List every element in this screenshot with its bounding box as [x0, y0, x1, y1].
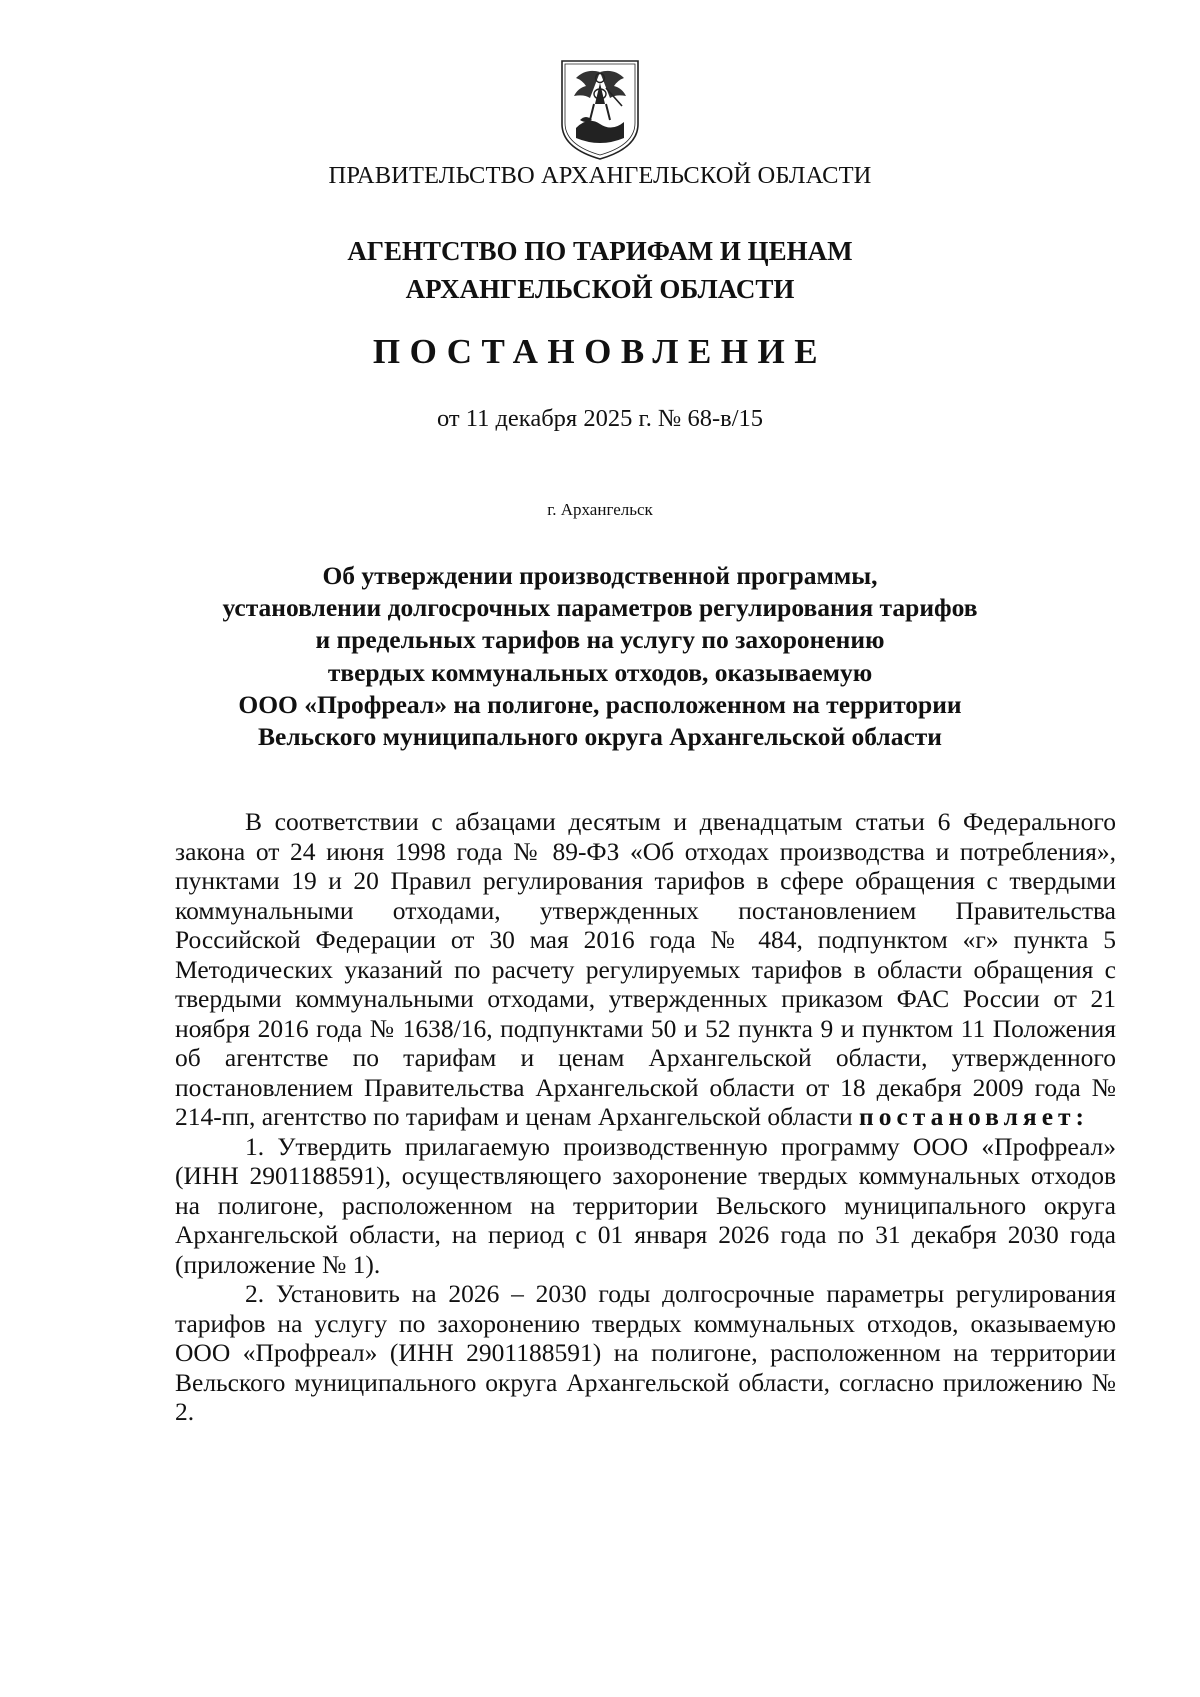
- title-line: твердых коммунальных отходов, оказываемую: [327, 657, 873, 687]
- document-date-number: от 11 декабря 2025 г. № 68-в/15: [436, 405, 764, 432]
- arkhangelsk-coat-of-arms-icon: [556, 58, 644, 162]
- agency-heading: [0, 232, 1200, 308]
- title-line: ООО «Профреал» на полигоне, расположенном на территории: [238, 689, 962, 719]
- preamble-paragraph: [175, 807, 1116, 1132]
- agency-line-2: АРХАНГЕЛЬСКОЙ ОБЛАСТИ: [405, 274, 795, 304]
- title-line: Вельского муниципального округа Архангельской области: [258, 722, 942, 752]
- document-body: [175, 807, 1116, 1427]
- government-heading: ПРАВИТЕЛЬСТВО АРХАНГЕЛЬСКОЙ ОБЛАСТИ: [328, 162, 872, 189]
- document-city: г. Архангельск: [547, 500, 653, 519]
- decree-word: постановляет:: [859, 1102, 1090, 1131]
- document-title: [0, 560, 1200, 753]
- title-line: Об утверждении производственной программы,: [322, 561, 878, 590]
- title-line: установлении долгосрочных параметров регулирования тарифов: [222, 593, 978, 623]
- item-1-paragraph: 1. Утвердить прилагаемую производственную программу ООО «Профреал» (ИНН 2901188591), осуществляющего захоронение твердых коммунальных отходов на полигоне, расположенном на территории Вельского муниципального округа Архангельской области, на период с 01 января 2026 года по 31 декабря 2030 года (приложение № 1).: [175, 1131, 1116, 1279]
- item-2-paragraph: 2. Установить на 2026 – 2030 годы долгосрочные параметры регулирования тарифов на услугу по захоронению твердых коммунальных отходов, оказываемую ООО «Профреал» (ИНН 2901188591) на полигоне, расположенном на территории Вельского муниципального округа Архангельской области, согласно приложению № 2.: [175, 1279, 1116, 1426]
- document-type-heading: ПОСТАНОВЛЕНИЕ: [372, 332, 828, 371]
- preamble-text: В соответствии с абзацами десятым и двенадцатым статьи 6 Федерального закона от 24 июня 1998 года № 89-ФЗ «Об отходах производства и потребления», пунктами 19 и 20 Правил регулирования тарифов в сфере обращения с твердыми коммунальными отходами, утвержденных постановлением Правительства Российской Федерации от 30 мая 2016 года № 484, подпунктом «г» пункта 5 Методических указаний по расчету регулируемых тарифов в области обращения с твердыми коммунальными отходами, утвержденных приказом ФАС России от 21 ноября 2016 года № 1638/16, подпунктами 50 и 52 пункта 9 и пунктом 11 Положения об агентстве по тарифам и ценам Архангельской области, утвержденного постановлением Правительства Архангельской области от 18 декабря 2009 года № 214-пп, агентство по тарифам и ценам Архангельской области: [175, 807, 1116, 1131]
- agency-line-1: АГЕНТСТВО ПО ТАРИФАМ И ЦЕНАМ: [347, 236, 853, 266]
- title-line: и предельных тарифов на услугу по захоронению: [315, 625, 885, 655]
